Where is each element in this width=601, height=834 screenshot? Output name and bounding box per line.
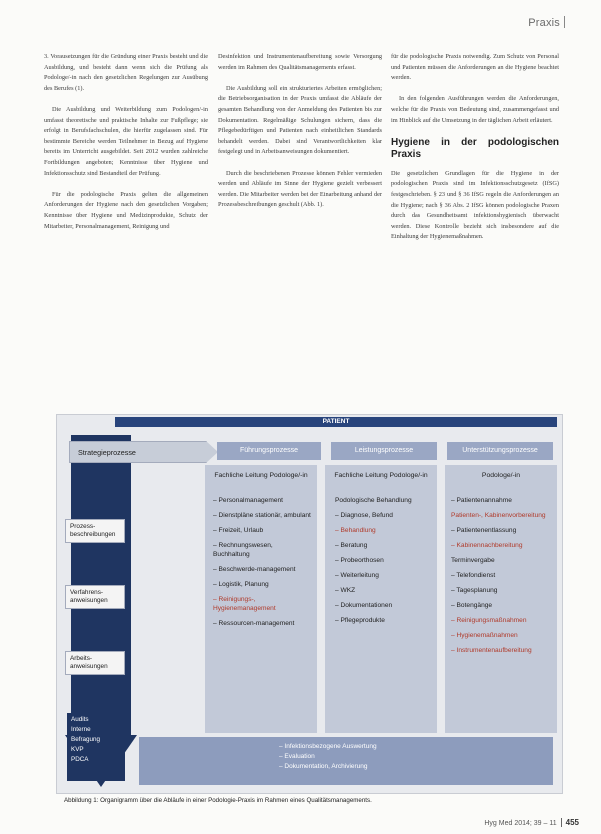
support-list <box>445 480 557 655</box>
diagram-list-item: – Ressourcen-management <box>213 620 295 627</box>
diagram-list-item: – Diagnose, Befund <box>335 512 393 519</box>
diagram-list-item: – Beratung <box>335 542 368 549</box>
column-head: Podologe/-in <box>481 472 521 479</box>
diagram-list-item: – Weiterleitung <box>335 572 379 579</box>
diagram-list-item: – Probeorthosen <box>335 557 384 564</box>
text-column-2 <box>218 52 382 222</box>
diagram-list-item: Patienten-, Kabinenvorbereitung <box>451 512 546 519</box>
diagram-list-item: – Personalmanagement <box>213 497 284 504</box>
section-header: Praxis <box>528 16 565 29</box>
diagram-list-item: – Telefondienst <box>451 572 496 579</box>
paragraph: 3. Vorausetzungen für die Gründung einer Praxis besteht und die Ausbildung, und besteht dann wenn sich die Prüfung als Podologe/-in nach den gesetzlichen Regelungen zur Ausübung des Berufes (1). <box>44 53 208 92</box>
paragraph: Für die podologische Praxis gelten die allgemeinen Anforderungen der Hygiene nach den gesetzlichen Vorgaben; Kenntnisse über Hygiene und Medizinprodukte, Schutz der Mitarbeiter, Personalmanagement, Reinigung und <box>44 190 208 230</box>
text-column-3 <box>391 52 559 254</box>
paragraph: Desinfektion und Instrumentenaufbereitung sowie Versorgung werden im Rahmen des Qualitätsmanagements erfasst. <box>218 53 382 71</box>
figure-caption: Abbildung 1: Organigramm über die Abläufe in einer Podologie-Praxis im Rahmen eines Qualitätsmanagements. <box>64 797 372 804</box>
side-label-work: Arbeits-anweisungen <box>65 651 125 675</box>
patient-bar: PATIENT <box>115 417 557 427</box>
diagram-list-item: – Logistik, Planung <box>213 581 269 588</box>
diagram-list-item: – Reinigungsmaßnahmen <box>451 617 527 624</box>
diagram-list-item: – Tagesplanung <box>451 587 498 594</box>
column-service <box>325 465 437 733</box>
evaluation-item: – Dokumentation, Archivierung <box>279 763 368 770</box>
side-label-procedure: Verfahrens-anweisungen <box>65 585 125 609</box>
evaluation-item: – Evaluation <box>279 753 315 760</box>
text-column-1 <box>44 52 208 243</box>
diagram-list-item: – WKZ <box>335 587 356 594</box>
diagram-list-item: – Hygienemaßnahmen <box>451 632 518 639</box>
diagram-list-item: – Pflegeprodukte <box>335 617 385 624</box>
process-service: Leistungsprozesse <box>331 442 437 460</box>
diagram-list-item: – Behandlung <box>335 527 376 534</box>
diagram-list-item: – Freizeit, Urlaub <box>213 527 264 534</box>
side-label-process: Prozess-beschreibungen <box>65 519 125 543</box>
section-subheading: Hygiene in der podologischen Praxis <box>391 136 559 160</box>
diagram-list-item: – Rechnungswesen, Buchhaltung <box>213 542 273 558</box>
audit-item: Interne Befragung <box>71 726 101 743</box>
process-diagram <box>56 414 563 794</box>
diagram-list-item: – Kabinennachbereitung <box>451 542 523 549</box>
audit-item: PDCA <box>71 756 89 763</box>
paragraph: In den folgenden Ausführungen werden die Anforderungen, welche für die Praxis von Bedeutung sind, zusammengefasst und im Hinblick auf die Umsetzung in der täglichen Arbeit erläutert. <box>391 95 559 124</box>
audit-item: KVP <box>71 746 84 753</box>
service-list <box>325 480 437 625</box>
paragraph: Die gesetzlichen Grundlagen für die Hygiene in der podologischen Praxis sind im Infektionsschutzgesetz (IfSG) festgeschrieben. § 23 und § 36 IfSG regeln die Anforderungen an die Hygiene; nach § 36 Abs. 2 IfSG können podologische Praxen durch das Gesundheitsamt infektionshygienisch überwacht werden. Diese Kontrolle bezieht sich insbesondere auf die Einhaltung der Hygienemaßnahmen. <box>391 169 559 241</box>
paragraph: für die podologische Praxis notwendig. Zum Schutz von Personal und Patienten müssen die Anforderungen an die Hygiene beachtet werden. <box>391 53 559 82</box>
audit-item: Audits <box>71 716 89 723</box>
leadership-list <box>205 480 317 628</box>
diagram-list-item: Podologische Behandlung <box>335 497 412 504</box>
audit-box <box>67 713 125 781</box>
column-head: Fachliche Leitung Podologe/-in <box>334 472 428 479</box>
column-leadership <box>205 465 317 733</box>
diagram-list-item: – Dokumentationen <box>335 602 393 609</box>
page-number: 455 <box>561 818 579 827</box>
journal-ref: Hyg Med 2014; 39 – 11 <box>484 820 557 827</box>
evaluation-item: – Infektionsbezogene Auswertung <box>279 743 377 750</box>
diagram-list-item: Terminvergabe <box>451 557 495 564</box>
paragraph: Die Ausbildung und Weiterbildung zum Podologen/-in umfasst theoretische und praktische Inhalte zur Fußpflege; sie erfolgt in Berufsfachschulen, die hierfür zugelassen sind. Für bestimmte Bereiche werden Teilnehmer in Bezug auf Hygiene bereits im Unterricht ausgebildet. Seit 2012 wurden zahlreiche Fortbildungen angeboten; Kenntnisse über Hygiene und Infektionsschutz sind Bestandteil der Prüfung. <box>44 105 208 177</box>
strategy-process-box: Strategieprozesse <box>69 441 207 463</box>
process-leadership: Führungsprozesse <box>217 442 321 460</box>
paragraph: Durch die beschriebenen Prozesse können Fehler vermieden werden und Abläufe im Sinne der Hygiene gezielt verbessert werden. Die Mitarbeiter werden bei der Einarbeitung anhand der Prozessbeschreibungen geschult (Abb. 1). <box>218 169 382 209</box>
diagram-list-item: – Botengänge <box>451 602 493 609</box>
column-head: Fachliche Leitung Podologe/-in <box>214 472 308 479</box>
page-footer <box>484 818 579 827</box>
paragraph: Die Ausbildung soll ein strukturiertes Arbeiten ermöglichen; die Betriebsorganisation in der Praxis umfasst die Abläufe der gesamten Behandlung von der Anmeldung des Patienten bis zur Dokumentation. Regelmäßige Schulungen sichern, dass die Pflegebedürftigen und Patienten nach einheitlichen Standards behandelt werden. Dabei sind Verantwortlichkeiten klar festgelegt und in Arbeitsanweisungen dokumentiert. <box>218 84 382 156</box>
diagram-list-item: – Patientenannahme <box>451 497 512 504</box>
evaluation-box <box>139 737 553 785</box>
diagram-list-item: – Beschwerde-management <box>213 566 296 573</box>
diagram-list-item: – Dienstpläne stationär, ambulant <box>213 512 311 519</box>
column-support <box>445 465 557 733</box>
diagram-list-item: – Patientenentlassung <box>451 527 517 534</box>
process-support: Unterstützungsprozesse <box>447 442 553 460</box>
diagram-list-item: – Instrumentenaufbereitung <box>451 647 532 654</box>
diagram-list-item: – Reinigungs-, Hygienemanagement <box>213 596 276 612</box>
